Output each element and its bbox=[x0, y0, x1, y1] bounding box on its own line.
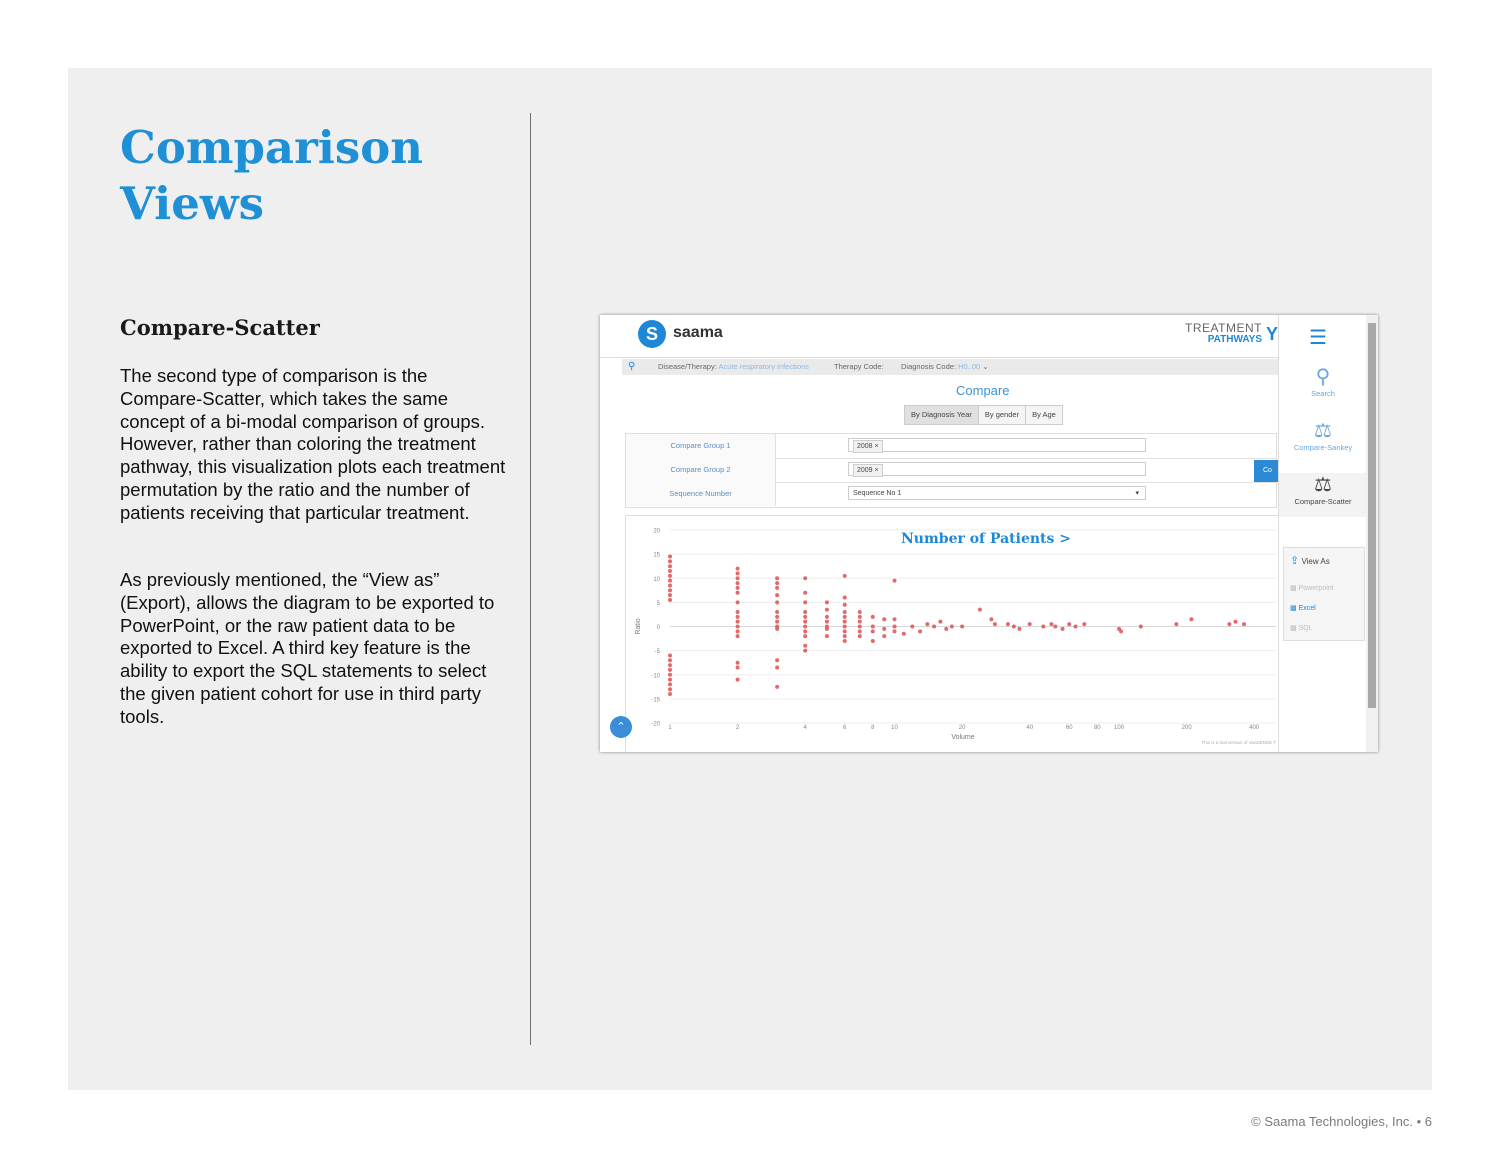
right-sidebar bbox=[1278, 315, 1367, 752]
y-tick-label: -20 bbox=[651, 721, 660, 728]
data-point bbox=[668, 658, 672, 662]
data-point bbox=[843, 625, 847, 629]
data-point bbox=[775, 685, 779, 689]
y-tick-label: 5 bbox=[656, 600, 660, 607]
data-point bbox=[858, 625, 862, 629]
export-powerpoint[interactable] bbox=[1290, 584, 1334, 592]
data-point bbox=[668, 588, 672, 592]
data-point bbox=[993, 622, 997, 626]
data-point bbox=[775, 581, 779, 585]
footer-copyright: © Saama Technologies, Inc. • 6 bbox=[1251, 1114, 1432, 1129]
data-point bbox=[825, 634, 829, 638]
data-point bbox=[736, 629, 740, 633]
data-point bbox=[668, 583, 672, 587]
group-1-value: 2008 bbox=[857, 443, 873, 450]
data-point bbox=[668, 668, 672, 672]
data-point bbox=[843, 620, 847, 624]
compare-title: Compare bbox=[956, 383, 1010, 398]
app-header bbox=[600, 315, 1278, 358]
data-point bbox=[775, 576, 779, 580]
data-point bbox=[1067, 622, 1071, 626]
data-point bbox=[825, 608, 829, 612]
data-point bbox=[944, 627, 948, 631]
data-point bbox=[775, 666, 779, 670]
data-point bbox=[1041, 625, 1045, 629]
data-point bbox=[893, 625, 897, 629]
form-row bbox=[626, 482, 1276, 506]
data-point bbox=[775, 593, 779, 597]
data-point bbox=[668, 574, 672, 578]
data-point bbox=[1053, 625, 1057, 629]
filter-diag-label: Diagnosis Code: bbox=[901, 362, 957, 371]
hamburger-menu-icon[interactable]: ☰ bbox=[1309, 327, 1327, 349]
paragraph-2: As previously mentioned, the “View as” (Export), allows the diagram to be exported to PowerPoint, or the raw patient data to be exported to Excel. A third key feature is the ability to export the SQL statements to select the given patient cohort for use in third party tools. bbox=[120, 569, 495, 727]
data-point bbox=[803, 634, 807, 638]
data-point bbox=[803, 591, 807, 595]
data-point bbox=[1028, 622, 1032, 626]
compare-group-1-label: Compare Group 1 bbox=[626, 434, 776, 458]
data-point bbox=[736, 625, 740, 629]
data-point bbox=[736, 581, 740, 585]
brand-line-1: TREATMENT bbox=[1185, 321, 1262, 335]
data-point bbox=[893, 579, 897, 583]
data-point bbox=[960, 625, 964, 629]
y-axis-label: Ratio bbox=[635, 618, 642, 635]
filter-diag-value: H0..00 bbox=[958, 362, 981, 371]
data-point bbox=[882, 627, 886, 631]
data-point bbox=[803, 615, 807, 619]
y-tick-label: 0 bbox=[656, 625, 660, 631]
data-point bbox=[1139, 625, 1143, 629]
data-point bbox=[803, 629, 807, 633]
x-tick-label: 10 bbox=[891, 725, 898, 731]
export-icon: ⇪ bbox=[1290, 555, 1300, 567]
data-point bbox=[893, 617, 897, 621]
data-point bbox=[1082, 622, 1086, 626]
sidebar-item-search[interactable] bbox=[1279, 365, 1367, 398]
brand-line-2: PATHWAYS bbox=[1207, 334, 1262, 345]
data-point bbox=[736, 678, 740, 682]
y-tick-label: 20 bbox=[653, 528, 660, 535]
filter-disease-label: Disease/Therapy: bbox=[658, 362, 717, 371]
view-as-button[interactable] bbox=[1290, 554, 1330, 567]
data-point bbox=[736, 620, 740, 624]
data-point bbox=[893, 629, 897, 633]
data-point bbox=[978, 608, 982, 612]
data-point bbox=[843, 574, 847, 578]
app-screenshot bbox=[600, 315, 1378, 752]
x-tick-label: 6 bbox=[843, 725, 847, 731]
scroll-up-icon[interactable]: ⌃ bbox=[610, 716, 632, 738]
data-point bbox=[825, 615, 829, 619]
data-point bbox=[1061, 627, 1065, 631]
data-point bbox=[803, 600, 807, 604]
data-point bbox=[858, 620, 862, 624]
data-point bbox=[882, 634, 886, 638]
data-point bbox=[736, 666, 740, 670]
compare-group-1-input[interactable] bbox=[848, 438, 1146, 452]
sidebar-item-compare-scatter[interactable] bbox=[1279, 473, 1367, 517]
sidebar-item-label: Compare-Sankey bbox=[1293, 443, 1353, 452]
data-point bbox=[938, 620, 942, 624]
data-point bbox=[803, 576, 807, 580]
data-point bbox=[668, 579, 672, 583]
data-point bbox=[775, 627, 779, 631]
sidebar-item-compare-sankey[interactable] bbox=[1279, 419, 1367, 452]
scatter-chart-container bbox=[625, 515, 1280, 752]
chevron-down-icon: ⌄ bbox=[982, 362, 989, 371]
data-point bbox=[918, 629, 922, 633]
group-2-value: 2009 bbox=[857, 467, 873, 474]
data-point bbox=[668, 692, 672, 696]
saama-logo-icon: S bbox=[638, 320, 666, 348]
data-point bbox=[843, 639, 847, 643]
compare-group-2-input[interactable] bbox=[848, 462, 1146, 476]
data-point bbox=[871, 629, 875, 633]
export-label: Powerpoint bbox=[1298, 585, 1334, 592]
tab-by-gender[interactable]: By gender bbox=[979, 406, 1026, 424]
section-subtitle: Compare-Scatter bbox=[120, 315, 320, 340]
scrollbar-thumb[interactable] bbox=[1368, 323, 1376, 708]
data-point bbox=[871, 625, 875, 629]
data-point bbox=[910, 625, 914, 629]
data-point bbox=[668, 682, 672, 686]
data-point bbox=[1189, 617, 1193, 621]
database-icon: ▩ bbox=[1290, 625, 1297, 632]
form-row bbox=[626, 458, 1276, 483]
y-tick-label: -15 bbox=[651, 697, 660, 704]
sequence-number-select[interactable] bbox=[848, 486, 1146, 500]
data-point bbox=[1174, 622, 1178, 626]
data-point bbox=[668, 663, 672, 667]
sidebar-item-label: Compare-Scatter bbox=[1294, 497, 1352, 506]
data-point bbox=[668, 559, 672, 563]
data-point bbox=[736, 661, 740, 665]
data-point bbox=[843, 610, 847, 614]
data-point bbox=[736, 634, 740, 638]
vertical-divider bbox=[530, 113, 531, 1045]
data-point bbox=[803, 644, 807, 648]
data-point bbox=[775, 620, 779, 624]
data-point bbox=[858, 610, 862, 614]
x-axis-label: Volume bbox=[951, 734, 975, 741]
filter-disease-value: Acute respiratory infections bbox=[718, 362, 809, 371]
search-icon: ⚲ bbox=[1315, 366, 1331, 388]
group-chip: 2008 × bbox=[853, 440, 883, 453]
data-point bbox=[803, 625, 807, 629]
data-point bbox=[736, 600, 740, 604]
data-point bbox=[902, 632, 906, 636]
data-point bbox=[668, 678, 672, 682]
data-point bbox=[803, 620, 807, 624]
brand-mark-icon: Y bbox=[1265, 324, 1278, 344]
export-excel[interactable] bbox=[1290, 604, 1316, 612]
x-tick-label: 80 bbox=[1093, 725, 1101, 731]
data-point bbox=[989, 617, 993, 621]
filter-therapy[interactable]: Therapy Code: bbox=[834, 362, 884, 371]
data-point bbox=[1227, 622, 1231, 626]
data-point bbox=[668, 687, 672, 691]
data-point bbox=[736, 571, 740, 575]
data-point bbox=[803, 610, 807, 614]
data-point bbox=[668, 564, 672, 568]
data-point bbox=[843, 634, 847, 638]
chart-title: Number of Patients > bbox=[900, 531, 1072, 547]
data-point bbox=[843, 596, 847, 600]
excel-icon: ▩ bbox=[1290, 605, 1297, 612]
x-tick-label: 8 bbox=[871, 725, 875, 731]
powerpoint-icon: ▩ bbox=[1290, 585, 1297, 592]
data-point bbox=[668, 593, 672, 597]
data-point bbox=[1119, 629, 1123, 633]
data-point bbox=[668, 653, 672, 657]
search-icon[interactable]: ⚲ bbox=[628, 361, 636, 372]
data-point bbox=[825, 620, 829, 624]
export-sql[interactable] bbox=[1290, 624, 1313, 632]
y-tick-label: 15 bbox=[653, 552, 660, 559]
data-point bbox=[1012, 625, 1016, 629]
data-point bbox=[736, 615, 740, 619]
form-row bbox=[626, 434, 1276, 459]
tab-by-age[interactable]: By Age bbox=[1032, 410, 1056, 419]
x-tick-label: 40 bbox=[1026, 725, 1034, 731]
data-point bbox=[1242, 622, 1246, 626]
chart-footnote: This is a trial version of vivaSENSE T bbox=[1201, 740, 1276, 745]
y-tick-label: -5 bbox=[654, 649, 660, 656]
data-point bbox=[736, 576, 740, 580]
sequence-number-label: Sequence Number bbox=[626, 482, 776, 506]
compare-tabs bbox=[904, 405, 1063, 425]
data-point bbox=[825, 600, 829, 604]
data-point bbox=[871, 615, 875, 619]
data-point bbox=[825, 627, 829, 631]
scale-icon: ⚖ bbox=[1314, 420, 1332, 442]
sequence-value: Sequence No 1 bbox=[853, 490, 902, 497]
page-title bbox=[120, 120, 423, 232]
data-point bbox=[736, 591, 740, 595]
filter-bar bbox=[622, 359, 1278, 375]
data-point bbox=[1074, 625, 1078, 629]
x-tick-label: 20 bbox=[958, 725, 966, 731]
scale-icon: ⚖ bbox=[1314, 474, 1332, 496]
data-point bbox=[843, 615, 847, 619]
scrollbar[interactable] bbox=[1366, 315, 1378, 752]
data-point bbox=[858, 615, 862, 619]
view-as-label: View As bbox=[1301, 557, 1330, 566]
logo-text: saama bbox=[673, 324, 723, 341]
filter-disease[interactable] bbox=[658, 359, 809, 375]
export-label: Excel bbox=[1298, 605, 1316, 612]
data-point bbox=[736, 586, 740, 590]
view-as-panel bbox=[1283, 547, 1365, 641]
x-tick-label: 2 bbox=[735, 725, 740, 731]
data-point bbox=[1233, 620, 1237, 624]
data-point bbox=[858, 634, 862, 638]
scatter-chart bbox=[626, 516, 1279, 752]
data-point bbox=[736, 567, 740, 571]
sidebar-item-label: Search bbox=[1311, 389, 1335, 398]
data-point bbox=[925, 622, 929, 626]
data-point bbox=[882, 617, 886, 621]
data-point bbox=[668, 598, 672, 602]
data-point bbox=[775, 615, 779, 619]
y-tick-label: 10 bbox=[653, 576, 660, 583]
paragraph-1: The second type of comparison is the Compare-Scatter, which takes the same concept of a bi-modal comparison of groups. However, rather than coloring the treatment pathway, this visualization plots each treatment permutation by the ratio and the number of patients receiving that particular treatment. bbox=[120, 365, 506, 523]
title-line-1: Comparison bbox=[120, 121, 423, 174]
data-point bbox=[1006, 622, 1010, 626]
data-point bbox=[775, 610, 779, 614]
data-point bbox=[1049, 622, 1053, 626]
tab-by-diagnosis-year[interactable]: By Diagnosis Year bbox=[905, 406, 979, 424]
export-label: SQL bbox=[1298, 625, 1313, 632]
data-point bbox=[803, 649, 807, 653]
chevron-down-icon: ▾ bbox=[1135, 490, 1139, 497]
filter-diagnosis[interactable] bbox=[901, 359, 989, 375]
x-tick-label: 4 bbox=[803, 725, 807, 731]
data-point bbox=[843, 629, 847, 633]
data-point bbox=[775, 600, 779, 604]
y-tick-label: -10 bbox=[651, 673, 660, 680]
x-tick-label: 1 bbox=[668, 725, 672, 731]
data-point bbox=[736, 610, 740, 614]
x-tick-label: 200 bbox=[1181, 725, 1192, 731]
compare-button[interactable]: Co bbox=[1254, 460, 1278, 482]
group-chip: 2009 × bbox=[853, 464, 883, 477]
compare-form bbox=[625, 433, 1277, 508]
data-point bbox=[775, 586, 779, 590]
brand-block bbox=[1185, 322, 1262, 346]
data-point bbox=[775, 658, 779, 662]
data-point bbox=[843, 603, 847, 607]
data-point bbox=[1017, 627, 1021, 631]
x-tick-label: 60 bbox=[1065, 725, 1073, 731]
data-point bbox=[668, 673, 672, 677]
data-point bbox=[871, 639, 875, 643]
title-line-2: Views bbox=[120, 177, 264, 230]
data-point bbox=[858, 629, 862, 633]
compare-group-2-label: Compare Group 2 bbox=[626, 458, 776, 482]
data-point bbox=[932, 625, 936, 629]
data-point bbox=[950, 625, 954, 629]
x-tick-label: 400 bbox=[1249, 725, 1260, 731]
x-tick-label: 100 bbox=[1114, 725, 1125, 731]
data-point bbox=[668, 555, 672, 559]
data-point bbox=[668, 569, 672, 573]
